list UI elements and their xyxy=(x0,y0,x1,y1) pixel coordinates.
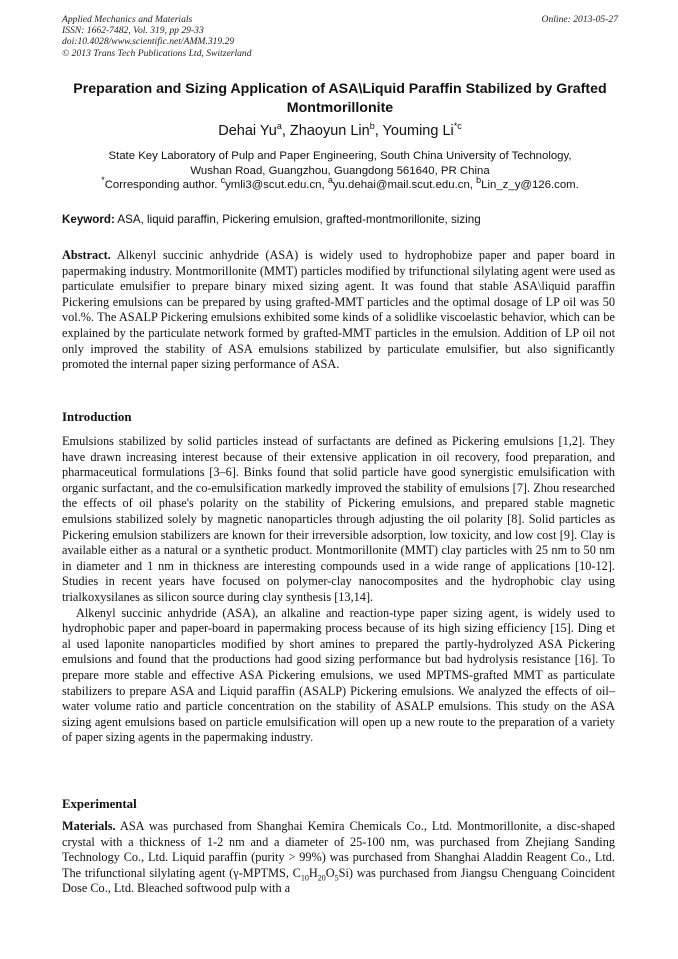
materials-text: ASA was purchased from Shanghai Kemira Chemicals Co., Ltd. Montmorillonite, a disc-shaped crystal with a thickness of 1-2 nm and a diameter of 25-100 nm, was purchased from Zhejiang Sanding Technology Co., Ltd. Liquid paraffin (purity > 99%) was purchased from Shanghai Aladdin Reagent Co., Ltd. The trifunctional silylating agent (γ-MPTMS, C xyxy=(62,819,615,880)
materials-text: Si) was purchased from Jiangsu Chenguang Coincident Dose Co., Ltd. Bleached softwood pulp with a xyxy=(62,865,615,896)
author-name: Youming Li xyxy=(382,123,454,139)
formula-element: O xyxy=(325,865,335,880)
corresponding-line xyxy=(62,175,618,193)
materials-paragraph xyxy=(62,819,615,897)
journal-name: Applied Mechanics and Materials xyxy=(62,14,193,25)
corr-label: Corresponding author. xyxy=(104,179,221,191)
abstract-paragraph xyxy=(62,248,615,373)
email-mark: c xyxy=(220,175,226,186)
author-affil-mark: *c xyxy=(453,121,462,132)
email-link[interactable]: yu.dehai@mail.scut.edu.cn, xyxy=(332,179,477,191)
materials-label: Materials. xyxy=(62,819,116,833)
formula-subscript: 5 xyxy=(334,873,339,883)
author-separator: , xyxy=(281,123,290,139)
author-name: Zhaoyun Lin xyxy=(289,123,370,139)
paragraph: Emulsions stabilized by solid particles instead of surfactants are defined as Pickering emulsions [1,2]. They have drawn increasing interest because of their extensive application in oil recovery, food preparation, and pharmaceutical formulations [3–6]. Binks found that solid particle have good synergistic emulsification with organic surfactant, and the co-emulsification markedly improved the stability of emulsions [7]. Zhou researched the effects of oil phase's polarity on the stability of Pickering emulsions, and prepared stable magnetic emulsions stabilized solely by magnetic nanoparticles through adjusting the oil polarity [8]. Solid particles as Pickering emulsion stabilizers are known for their irreversible adsorption, low toxicity, and low cost [9]. Clay is available either as a natural or a synthetic product. Montmorillonite (MMT) clay particles with 25 nm to 50 nm in diameter and 1 nm in thickness are interesting compounds used in a wide range of applications [10-12]. Studies in recent years have focused on polymer-clay nanocomposites and the hydrophobic clay using trialkoxysilanes as silicon source during clay synthesis [13,14]. xyxy=(62,434,615,604)
email-link[interactable]: ymli3@scut.edu.cn, xyxy=(225,179,328,191)
affiliation-line: State Key Laboratory of Pulp and Paper Engineering, South China University of Technology, xyxy=(108,150,572,162)
author-name: Dehai Yu xyxy=(218,123,277,139)
journal-header xyxy=(62,14,618,59)
author-list xyxy=(62,122,618,140)
online-date: Online: 2013-05-27 xyxy=(541,14,618,25)
copyright-line: © 2013 Trans Tech Publications Ltd, Switzerland xyxy=(62,47,252,59)
formula-subscript: 10 xyxy=(300,873,309,883)
author-affil-mark: a xyxy=(276,121,282,132)
email-mark: b xyxy=(476,175,482,186)
corr-mark: * xyxy=(101,175,105,186)
affiliation-block xyxy=(62,149,618,193)
experimental-heading: Experimental xyxy=(62,797,137,811)
author-separator: , xyxy=(374,123,383,139)
paper-title: Preparation and Sizing Application of ASA\Liquid Paraffin Stabilized by Grafted Montmorillonite xyxy=(73,81,607,116)
abstract-label: Abstract. xyxy=(62,248,111,262)
abstract-text: Alkenyl succinic anhydride (ASA) is widely used to hydrophobize paper and paper board in papermaking industry. Montmorillonite (MMT) particles modified by trifunctional silylating agent were used as particulate emulsifier to prepare binary mixed sizing agent. It was found that stable ASA\liquid paraffin Pickering emulsions can be prepared by using grafted-MMT particles and the optimal dosage of LP oil was 50 vol.%. The ASALP Pickering emulsions exhibited some kinds of a solidlike viscoelastic behavior, which can be explained by the particulate network formed by grafted-MMT particles in the emulsion. Addition of LP oil not only improved the stability of ASA emulsions stabilized by particulate emulsifier, but also significantly promoted the internal paper sizing performance of ASA. xyxy=(62,248,615,372)
affiliation-line: Wushan Road, Guangzhou, Guangdong 561640, PR China xyxy=(190,164,490,177)
introduction-body xyxy=(62,434,615,746)
introduction-heading: Introduction xyxy=(62,410,132,424)
doi-line: doi:10.4028/www.scientific.net/AMM.319.29 xyxy=(62,36,235,48)
keywords-line xyxy=(62,213,618,227)
author-affil-mark: b xyxy=(369,121,375,132)
paragraph: Alkenyl succinic anhydride (ASA), an alkaline and reaction-type paper sizing agent, is widely used to hydrophobic paper and paper-board in papermaking process because of its high sizing efficiency [15]. Ding et al used laponite nanoparticles modified by short amines to prepared the partly-hydrolyzed ASA Pickering emulsions and found that the productions had good sizing performance but bad hydrolysis resistance [16]. To prepare more stable and effective ASA Pickering emulsions, we used MPTMS-grafted MMT as particulate stabilizers to prepare ASA and Liquid paraffin (ASALP) Pickering emulsions. We analyzed the effects of oil–water volume ratio and particle concentration on the stability of ASALP emulsions. This study on the ASA sizing agent emulsions based on particle emulsification will open up a new route to the preparation of a variety of paper sizing agents in the papermaking industry. xyxy=(62,605,615,745)
keywords-label: Keyword: xyxy=(62,213,115,226)
formula-element: H xyxy=(308,865,318,880)
email-mark: a xyxy=(327,175,333,186)
issn-line: ISSN: 1662-7482, Vol. 319, pp 29-33 xyxy=(62,25,204,37)
keywords-text: ASA, liquid paraffin, Pickering emulsion, grafted-montmorillonite, sizing xyxy=(114,213,481,226)
email-link[interactable]: Lin_z_y@126.com. xyxy=(481,179,579,191)
formula-subscript: 20 xyxy=(317,873,326,883)
